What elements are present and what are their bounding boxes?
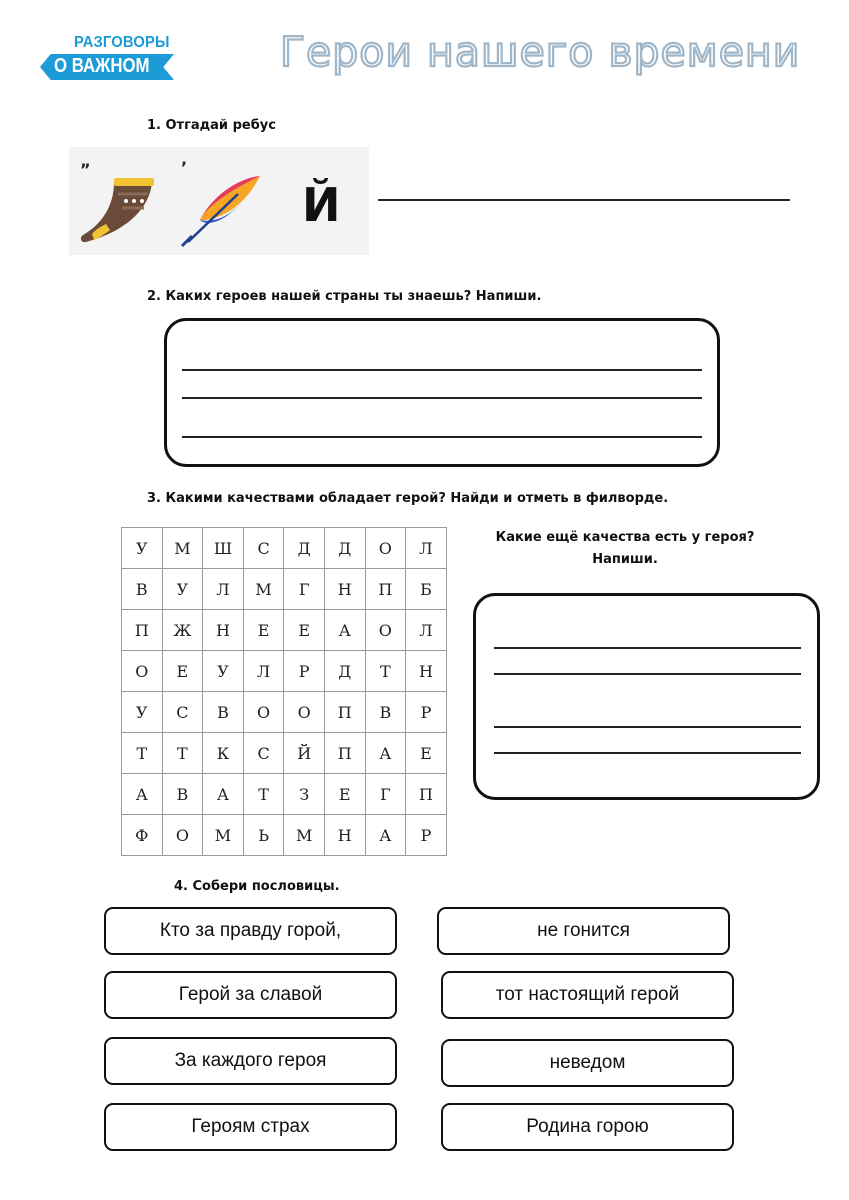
- word-search-grid[interactable]: [121, 527, 447, 856]
- grid-cell[interactable]: А: [122, 774, 163, 815]
- grid-cell[interactable]: Е: [243, 610, 284, 651]
- grid-cell[interactable]: Д: [284, 528, 325, 569]
- qualities-answer-box[interactable]: [473, 593, 820, 800]
- grid-cell[interactable]: В: [203, 692, 244, 733]
- grid-cell[interactable]: Ф: [122, 815, 163, 856]
- grid-cell[interactable]: У: [122, 528, 163, 569]
- proverb-left-4[interactable]: Героям страх: [104, 1103, 397, 1151]
- grid-row: [122, 692, 447, 733]
- grid-cell[interactable]: О: [365, 528, 406, 569]
- answer-line[interactable]: [494, 726, 801, 728]
- rebus-mark-1: ”: [80, 160, 91, 179]
- section-3-heading: 3. Какими качествами обладает герой? Найди и отметь в филворде.: [147, 491, 669, 506]
- grid-cell[interactable]: Е: [406, 733, 447, 774]
- grid-cell[interactable]: П: [406, 774, 447, 815]
- grid-cell[interactable]: С: [162, 692, 203, 733]
- grid-cell[interactable]: У: [203, 651, 244, 692]
- grid-row: [122, 733, 447, 774]
- proverb-right-1[interactable]: не гонится: [437, 907, 730, 955]
- grid-cell[interactable]: О: [365, 610, 406, 651]
- grid-cell[interactable]: Г: [365, 774, 406, 815]
- grid-cell[interactable]: Е: [284, 610, 325, 651]
- grid-cell[interactable]: Л: [203, 569, 244, 610]
- grid-cell[interactable]: Ш: [203, 528, 244, 569]
- grid-cell[interactable]: Ь: [243, 815, 284, 856]
- grid-cell[interactable]: Р: [284, 651, 325, 692]
- qualities-question: Какие ещё качества есть у героя? Напиши.: [495, 530, 755, 567]
- grid-cell[interactable]: Н: [324, 815, 365, 856]
- grid-cell[interactable]: Т: [122, 733, 163, 774]
- grid-cell[interactable]: З: [284, 774, 325, 815]
- grid-cell[interactable]: А: [365, 733, 406, 774]
- grid-cell[interactable]: О: [162, 815, 203, 856]
- grid-cell[interactable]: У: [122, 692, 163, 733]
- proverb-left-3[interactable]: За каждого героя: [104, 1037, 397, 1085]
- answer-line[interactable]: [182, 436, 702, 438]
- answer-line[interactable]: [494, 647, 801, 649]
- grid-cell[interactable]: Д: [324, 528, 365, 569]
- grid-cell[interactable]: М: [284, 815, 325, 856]
- section-1-heading: 1. Отгадай ребус: [147, 118, 276, 133]
- horn-icon: [78, 172, 164, 248]
- grid-cell[interactable]: Г: [284, 569, 325, 610]
- grid-cell[interactable]: В: [122, 569, 163, 610]
- grid-cell[interactable]: А: [203, 774, 244, 815]
- section-2-heading: 2. Каких героев нашей страны ты знаешь? Напиши.: [147, 289, 542, 304]
- feather-icon: [178, 172, 266, 250]
- grid-row: [122, 569, 447, 610]
- grid-cell[interactable]: Р: [406, 815, 447, 856]
- grid-row: [122, 651, 447, 692]
- grid-cell[interactable]: Н: [203, 610, 244, 651]
- grid-cell[interactable]: О: [243, 692, 284, 733]
- grid-cell[interactable]: А: [324, 610, 365, 651]
- grid-cell[interactable]: С: [243, 528, 284, 569]
- grid-cell[interactable]: Л: [243, 651, 284, 692]
- grid-cell[interactable]: Р: [406, 692, 447, 733]
- grid-cell[interactable]: Б: [406, 569, 447, 610]
- grid-cell[interactable]: М: [243, 569, 284, 610]
- grid-cell[interactable]: В: [162, 774, 203, 815]
- answer-line[interactable]: [182, 369, 702, 371]
- answer-line[interactable]: [494, 752, 801, 754]
- rebus-answer-line[interactable]: [378, 199, 790, 201]
- proverb-left-1[interactable]: Кто за правду горой,: [104, 907, 397, 955]
- grid-cell[interactable]: Н: [324, 569, 365, 610]
- proverb-right-2[interactable]: тот настоящий герой: [441, 971, 734, 1019]
- grid-row: [122, 610, 447, 651]
- logo-bottom-text: О ВАЖНОМ: [54, 55, 150, 77]
- grid-cell[interactable]: Н: [406, 651, 447, 692]
- grid-cell[interactable]: Й: [284, 733, 325, 774]
- grid-cell[interactable]: Е: [162, 651, 203, 692]
- proverb-left-2[interactable]: Герой за славой: [104, 971, 397, 1019]
- grid-cell[interactable]: Т: [365, 651, 406, 692]
- grid-cell[interactable]: В: [365, 692, 406, 733]
- grid-cell[interactable]: П: [324, 692, 365, 733]
- grid-cell[interactable]: Л: [406, 528, 447, 569]
- answer-line[interactable]: [182, 397, 702, 399]
- rebus-mark-2: ’: [181, 158, 188, 177]
- grid-cell[interactable]: М: [203, 815, 244, 856]
- grid-cell[interactable]: О: [284, 692, 325, 733]
- rebus-letter: Й: [302, 178, 341, 232]
- page-title: Герои нашего времени: [280, 28, 801, 76]
- section-4-heading: 4. Собери пословицы.: [174, 879, 340, 894]
- grid-cell[interactable]: Ж: [162, 610, 203, 651]
- grid-cell[interactable]: А: [365, 815, 406, 856]
- grid-cell[interactable]: П: [365, 569, 406, 610]
- grid-cell[interactable]: О: [122, 651, 163, 692]
- grid-cell[interactable]: Д: [324, 651, 365, 692]
- proverb-right-4[interactable]: Родина горою: [441, 1103, 734, 1151]
- grid-cell[interactable]: Е: [324, 774, 365, 815]
- grid-cell[interactable]: К: [203, 733, 244, 774]
- grid-row: [122, 774, 447, 815]
- logo: [40, 32, 175, 84]
- grid-cell[interactable]: С: [243, 733, 284, 774]
- proverb-right-3[interactable]: неведом: [441, 1039, 734, 1087]
- heroes-answer-box[interactable]: [164, 318, 720, 467]
- grid-cell[interactable]: П: [324, 733, 365, 774]
- grid-cell[interactable]: Л: [406, 610, 447, 651]
- grid-cell[interactable]: М: [162, 528, 203, 569]
- logo-top-text: РАЗГОВОРЫ: [74, 34, 170, 51]
- grid-cell[interactable]: Т: [162, 733, 203, 774]
- answer-line[interactable]: [494, 673, 801, 675]
- grid-row: [122, 528, 447, 569]
- grid-cell[interactable]: Т: [243, 774, 284, 815]
- grid-cell[interactable]: У: [162, 569, 203, 610]
- grid-row: [122, 815, 447, 856]
- grid-cell[interactable]: П: [122, 610, 163, 651]
